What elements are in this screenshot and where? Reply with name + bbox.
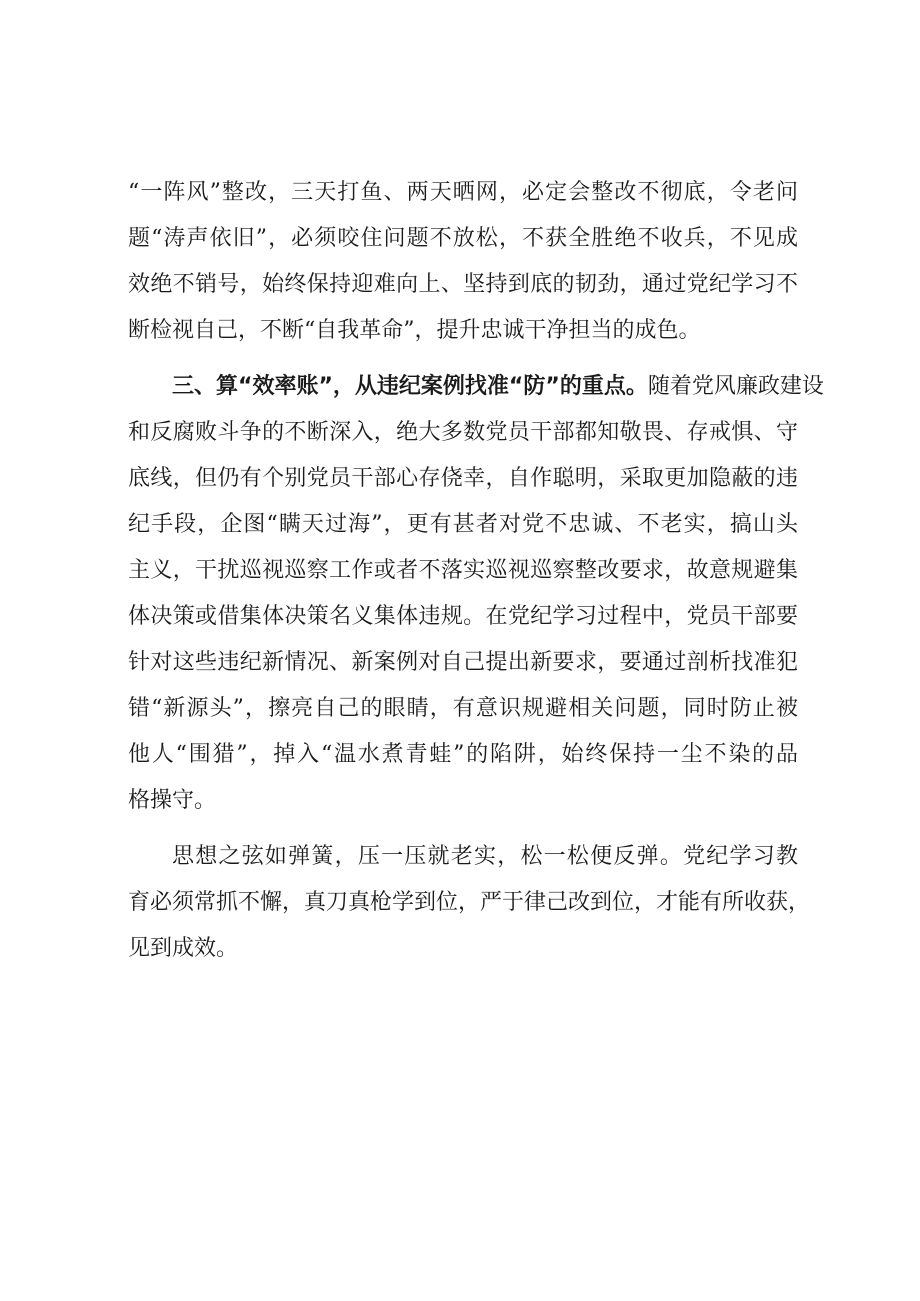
text-line: 和反腐败斗争的不断深入，绝大多数党员干部都知敬畏、存戒惧、守 [128, 420, 798, 445]
text-line: 育必须常抓不懈，真刀真枪学到位，严于律己改到位，才能有所收获， [128, 890, 811, 915]
text-line: 格操守。 [128, 788, 217, 813]
text-line: 针对这些违纪新情况、新案例对自己提出新要求，要通过剖析找准犯 [128, 650, 798, 675]
text-line: 断检视自己，不断“自我革命”，提升忠诚干净担当的成色。 [128, 318, 701, 343]
text-line: 错“新源头”，擦亮自己的眼睛，有意识规避相关问题，同时防止被 [128, 696, 798, 721]
text-line: 效绝不销号，始终保持迎难向上、坚持到底的韧劲，通过党纪学习不 [128, 272, 798, 297]
heading-trailing-text: 随着党风廉政建设 [647, 374, 824, 399]
paragraph-3 [128, 834, 811, 972]
text-line: 题“涛声依旧”，必须咬住问题不放松，不获全胜绝不收兵，不见成 [128, 226, 798, 251]
text-line: 体决策或借集体决策名义集体违规。在党纪学习过程中，党员干部要 [128, 604, 798, 629]
section-heading: 三、算“效率账”，从违纪案例找准“防”的重点。 [172, 374, 648, 399]
text-line: 底线，但仍有个别党员干部心存侥幸，自作聪明，采取更加隐蔽的违 [128, 466, 798, 491]
document-body [128, 170, 824, 972]
text-line: 见到成效。 [128, 936, 239, 961]
text-line: 思想之弦如弹簧，压一压就老实，松一松便反弹。党纪学习教 [172, 844, 798, 869]
text-line: “一阵风”整改，三天打鱼、两天晒网，必定会整改不彻底，令老问 [128, 180, 798, 205]
paragraph-1 [128, 170, 798, 354]
text-line: 他人“围猎”，掉入“温水煮青蛙”的陷阱，始终保持一尘不染的品 [128, 742, 798, 767]
paragraph-2 [128, 364, 824, 824]
text-line [128, 364, 824, 410]
text-line: 纪手段，企图“瞒天过海”，更有甚者对党不忠诚、不老实，搞山头 [128, 512, 798, 537]
text-line: 主义，干扰巡视巡察工作或者不落实巡视巡察整改要求，故意规避集 [128, 558, 798, 583]
